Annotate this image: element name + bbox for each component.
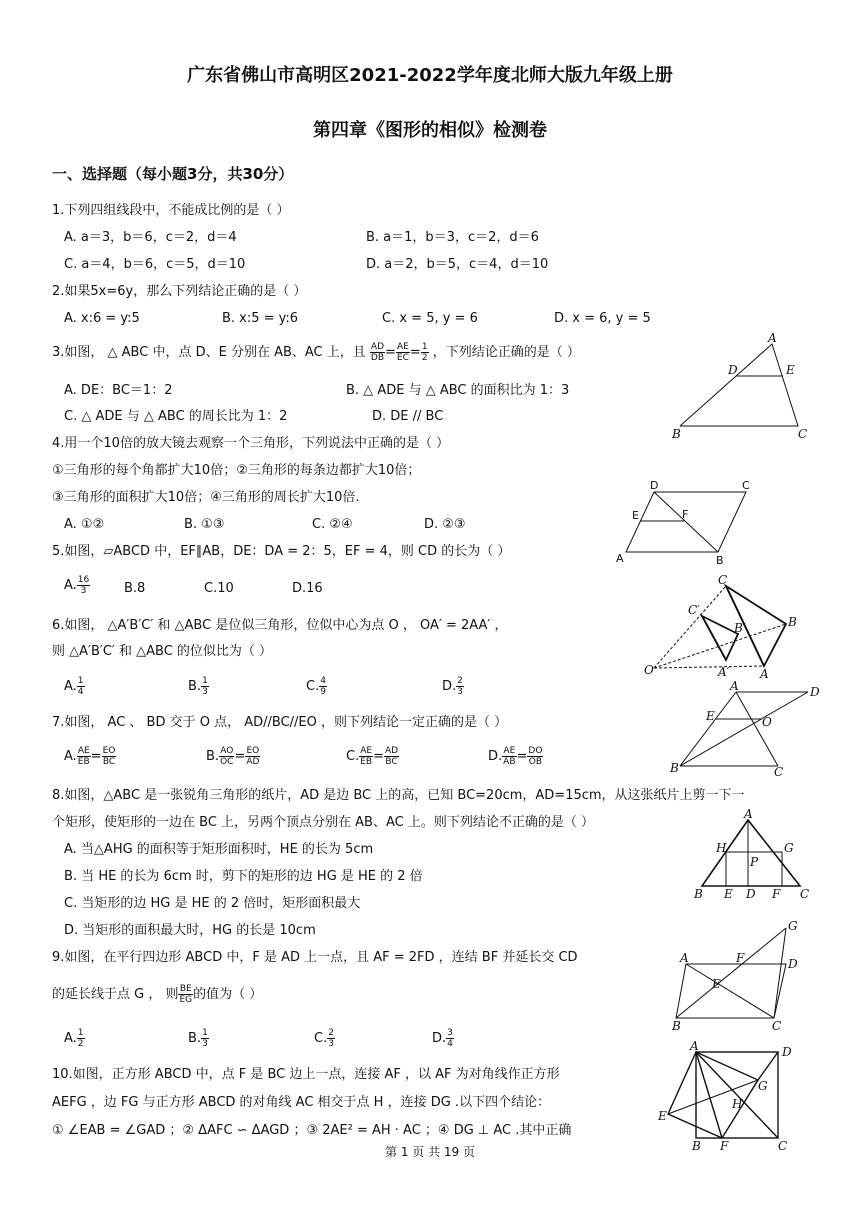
svg-text:F: F (772, 887, 781, 901)
q9-option-a: A. $\frac{1}{2}$ (64, 1028, 84, 1049)
svg-text:E: E (706, 709, 715, 723)
q4-option-a: A. ①② (64, 517, 105, 532)
figure-q8-rectangle-in-triangle (692, 808, 810, 902)
svg-text:O: O (762, 715, 772, 729)
q3-option-d: D. DE // BC (372, 409, 444, 424)
q9-option-c: C. $\frac{2}{3}$ (314, 1028, 334, 1049)
q2-stem: 2.如果5x=6y，那么下列结论正确的是（ ） (52, 284, 307, 299)
svg-text:G: G (784, 841, 794, 855)
q6-option-a: A. $\frac{1}{4}$ (64, 676, 84, 697)
q1-option-d: D. a＝2，b＝5，c＝4，d＝10 (366, 257, 549, 272)
q10-stem-line1: 10.如图，正方形 ABCD 中，点 F 是 BC 边上一点，连接 AF ，以 AF 为对角线作正方形 (52, 1067, 560, 1082)
q2-option-d: D. x = 6, y = 5 (554, 311, 651, 326)
svg-text:B: B (716, 554, 724, 567)
q3-stem: 3.如图， △ ABC 中，点 D、E 分别在 AB、AC 上，且 $\frac{AD}{DB}$ = $\frac{AE}{EC}$ = $\frac{1}{2}$ ，下列结论正确的是（ ） (52, 342, 580, 363)
svg-text:B: B (672, 427, 681, 441)
svg-text:H: H (732, 1097, 743, 1111)
svg-text:D: D (788, 957, 798, 971)
svg-text:B: B (672, 1019, 681, 1033)
q3-option-b: B. △ ADE 与 △ ABC 的面积比为 1：3 (346, 383, 570, 398)
svg-text:E: E (712, 977, 721, 991)
chapter-title: 第四章《图形的相似》检测卷 (313, 120, 547, 141)
svg-text:C: C (774, 765, 784, 779)
q2-option-c: C. x = 5, y = 6 (382, 311, 478, 326)
q4-statements-line2: ③三角形的面积扩大10倍；④三角形的周长扩大10倍. (52, 490, 360, 505)
q3-option-a: A. DE：BC＝1：2 (64, 383, 173, 398)
q8-option-a: A. 当△AHG 的面积等于矩形面积时，HE 的长为 5cm (64, 842, 374, 857)
q3-stem-pre: 3.如图， △ ABC 中，点 D、E 分别在 AB、AC 上，且 (52, 345, 366, 360)
svg-text:G: G (758, 1079, 768, 1093)
svg-text:D: D (728, 363, 738, 377)
q8-option-d: D. 当矩形的面积最大时，HG 的长是 10cm (64, 923, 316, 938)
q6-option-c: C. $\frac{4}{9}$ (306, 676, 326, 697)
q3-stem-post: ，下列结论正确的是（ ） (432, 345, 580, 360)
svg-text:E: E (658, 1109, 667, 1123)
svg-text:A: A (730, 679, 739, 693)
page-footer: 第 1 页 共 19 页 (385, 1145, 475, 1159)
svg-text:D: D (782, 1045, 792, 1059)
q5-option-a: A. $\frac{16}{3}$ (64, 575, 90, 596)
q3-option-c: C. △ ADE 与 △ ABC 的周长比为 1：2 (64, 409, 288, 424)
q4-option-b: B. ①③ (184, 517, 225, 532)
q1-option-b: B. a＝1，b＝3，c＝2，d＝6 (366, 230, 539, 245)
svg-text:B: B (694, 887, 703, 901)
q2-option-b: B. x:5 = y:6 (222, 311, 299, 326)
q5-option-b: B.8 (124, 581, 146, 596)
svg-text:F: F (720, 1139, 729, 1153)
q9-stem-line1: 9.如图，在平行四边形 ABCD 中，F 是 AD 上一点，且 AF = 2FD ，连结 BF 并延长交 CD (52, 950, 578, 965)
svg-text:C: C (800, 887, 810, 901)
document-title: 广东省佛山市高明区2021-2022学年度北师大版九年级上册 (187, 65, 673, 86)
svg-text:A′: A′ (718, 665, 730, 679)
figure-q9-parallelogram (670, 918, 804, 1036)
svg-text:C: C (742, 479, 750, 492)
svg-text:O: O (644, 663, 654, 677)
q3-fraction-ae-ec: $\frac{AE}{EC}$ (396, 342, 409, 363)
figure-q5-parallelogram (612, 478, 760, 568)
svg-text:C: C (778, 1139, 788, 1153)
q5-option-d: D.16 (292, 581, 323, 596)
q1-option-c: C. a＝4，b＝6，c＝5，d＝10 (64, 257, 246, 272)
svg-text:B: B (788, 615, 797, 629)
q3-fraction-half: $\frac{1}{2}$ (421, 342, 428, 363)
q6-stem-line2: 则 △A′B′C′ 和 △ABC 的位似比为（ ） (52, 644, 273, 659)
figure-q3-triangle (668, 331, 810, 442)
svg-text:A: A (760, 667, 769, 681)
svg-text:A: A (690, 1039, 699, 1053)
svg-text:E: E (632, 509, 639, 522)
q9-option-d: D. $\frac{3}{4}$ (432, 1028, 453, 1049)
svg-text:A: A (616, 552, 624, 565)
svg-text:C′: C′ (688, 603, 700, 617)
svg-text:C: C (772, 1019, 782, 1033)
q10-stem-line3: ① ∠EAB = ∠GAD ；② ΔAFC ∽ ΔAGD ；③ 2AE² = AH · AC ；④ DG ⊥ AC .其中正确 (52, 1123, 572, 1138)
q7-option-c: C. $\frac{AE}{EB}$ = $\frac{AD}{BC}$ (346, 746, 399, 767)
q8-option-c: C. 当矩形的边 HG 是 HE 的 2 倍时，矩形面积最大 (64, 896, 361, 911)
svg-text:B: B (670, 761, 679, 775)
svg-text:H: H (716, 841, 727, 855)
svg-text:D: D (746, 887, 756, 901)
svg-text:B′: B′ (734, 621, 746, 635)
svg-text:B: B (692, 1139, 701, 1153)
q1-option-a: A. a＝3，b＝6，c＝2，d＝4 (64, 230, 237, 245)
q8-option-b: B. 当 HE 的长为 6cm 时，剪下的矩形的边 HG 是 HE 的 2 倍 (64, 869, 423, 884)
svg-text:C: C (798, 427, 808, 441)
q8-stem-line2: 个矩形，使矩形的一边在 BC 上，另两个顶点分别在 AB、AC 上。则下列结论不正确的是（ ） (52, 815, 594, 830)
section-heading: 一、选择题（每小题3分，共30分） (52, 165, 294, 183)
svg-text:C: C (718, 573, 728, 587)
figure-q6-homothety (642, 573, 802, 681)
q5-option-c: C.10 (204, 581, 234, 596)
q6-option-b: B. $\frac{1}{3}$ (188, 676, 208, 697)
q9-stem-line2: 的延长线于点 G ， 则 $\frac{BE}{EG}$ 的值为（ ） (52, 984, 263, 1005)
q5-stem: 5.如图，▱ABCD 中，EF∥AB，DE：DA = 2：5，EF = 4，则 CD 的长为（ ） (52, 544, 511, 559)
q8-stem-line1: 8.如图，△ABC 是一张锐角三角形的纸片，AD 是边 BC 上的高，已知 BC=20cm，AD=15cm，从这张纸片上剪一下一 (52, 788, 745, 803)
q7-option-b: B. $\frac{AO}{OC}$ = $\frac{EO}{AD}$ (206, 746, 260, 767)
figure-q7-parallel-lines (666, 679, 826, 779)
figure-q10-squares (654, 1040, 804, 1158)
q3-fraction-ad-db: $\frac{AD}{DB}$ (370, 342, 385, 363)
svg-text:F: F (736, 951, 745, 965)
q4-option-c: C. ②④ (312, 517, 353, 532)
svg-text:G: G (788, 919, 798, 933)
q7-option-a: A. $\frac{AE}{EB}$ = $\frac{EO}{BC}$ (64, 746, 116, 767)
q6-stem-line1: 6.如图， △A′B′C′ 和 △ABC 是位似三角形，位似中心为点 O ， OA′ = 2AA′ ， (52, 618, 508, 633)
svg-text:E: E (724, 887, 733, 901)
q1-stem: 1.下列四组线段中，不能成比例的是（ ） (52, 203, 290, 218)
svg-text:P: P (750, 855, 759, 869)
q7-option-d: D. $\frac{AE}{AB}$ = $\frac{DO}{OB}$ (488, 746, 543, 767)
q6-option-d: D. $\frac{2}{3}$ (442, 676, 463, 697)
svg-text:A: A (680, 951, 689, 965)
q4-option-d: D. ②③ (424, 517, 466, 532)
svg-text:D: D (650, 479, 659, 492)
svg-text:E: E (786, 363, 795, 377)
svg-text:A: A (744, 807, 753, 821)
q2-option-a: A. x:6 = y:5 (64, 311, 140, 326)
q4-stem: 4.用一个10倍的放大镜去观察一个三角形，下列说法中正确的是（ ） (52, 436, 450, 451)
q9-fraction-be-eg: $\frac{BE}{EG}$ (179, 984, 193, 1005)
svg-text:F: F (682, 508, 689, 521)
q9-option-b: B. $\frac{1}{3}$ (188, 1028, 208, 1049)
q10-stem-line2: AEFG ，边 FG 与正方形 ABCD 的对角线 AC 相交于点 H ，连接 DG .以下四个结论： (52, 1095, 551, 1110)
svg-text:A: A (768, 331, 777, 345)
svg-text:D: D (810, 685, 820, 699)
q4-statements-line1: ①三角形的每个角都扩大10倍；②三角形的每条边都扩大10倍； (52, 463, 421, 478)
q7-stem: 7.如图， AC 、 BD 交于 O 点， AD//BC//EO ，则下列结论一定正确的是（ ） (52, 715, 508, 730)
